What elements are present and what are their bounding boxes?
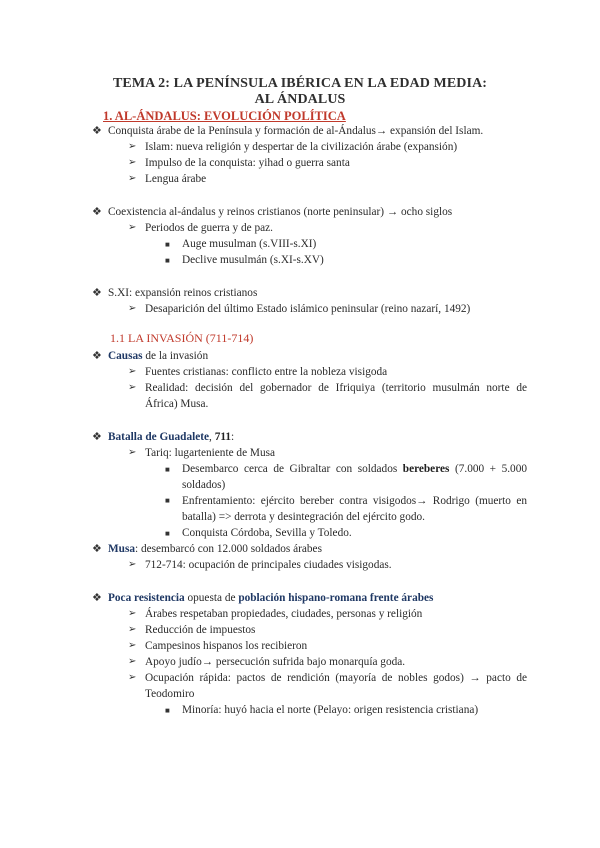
list-item: Apoyo judío→ persecución sufrida bajo monarquía goda. (145, 656, 406, 668)
document-title-line1: TEMA 2: LA PENÍNSULA IBÉRICA EN LA EDAD MEDIA: (112, 76, 488, 91)
list-item-text: (7.000 + 5.000 soldados) (182, 463, 527, 491)
document-title-line2: AL ÁNDALUS (254, 92, 346, 107)
list-item: Campesinos hispanos los recibieron (145, 640, 308, 652)
list-item: Conquista Córdoba, Sevilla y Toledo. (182, 527, 352, 539)
keyword-causas: Causas (108, 350, 143, 362)
diamond-bullet-icon: ❖ (92, 350, 102, 362)
list-item-text: : desembarcó con 12.000 soldados árabes (135, 543, 322, 555)
arrowhead-bullet-icon: ➢ (128, 157, 137, 168)
list-item (108, 590, 433, 606)
list-item: Fuentes cristianas: conflicto entre la nobleza visigoda (145, 366, 388, 378)
arrowhead-bullet-icon: ➢ (128, 303, 137, 314)
list-item: Ocupación rápida: pactos de rendición (mayoría de nobles godos) → pacto de Teodomiro (145, 672, 527, 700)
arrowhead-bullet-icon: ➢ (128, 141, 137, 152)
square-bullet-icon: ■ (165, 240, 170, 249)
keyword-poca-resistencia: Poca resistencia (108, 592, 185, 604)
list-item-text: : (231, 431, 235, 443)
list-item: Realidad: decisión del gobernador de Ifriquiya (territorio musulmán norte de África) Musa. (145, 382, 527, 410)
square-bullet-icon: ■ (165, 496, 170, 505)
list-item: Islam: nueva religión y despertar de la civilización árabe (expansión) (145, 141, 458, 153)
list-item: 712-714: ocupación de principales ciudades visigodas. (145, 559, 392, 571)
list-item: Coexistencia al-ándalus y reinos cristianos (norte peninsular) → ocho siglos (108, 206, 453, 218)
list-item (108, 429, 234, 445)
arrowhead-bullet-icon: ➢ (128, 672, 137, 683)
list-item-text: opuesta de (184, 592, 239, 604)
diamond-bullet-icon: ❖ (92, 592, 102, 604)
arrowhead-bullet-icon: ➢ (128, 624, 137, 635)
arrowhead-bullet-icon: ➢ (128, 173, 137, 184)
keyword-bereberes: bereberes (402, 463, 450, 475)
keyword-poblacion: población hispano-romana frente árabes (238, 592, 434, 604)
list-item: Minoría: huyó hacia el norte (Pelayo: origen resistencia cristiana) (182, 704, 479, 716)
arrowhead-bullet-icon: ➢ (128, 640, 137, 651)
list-item: Impulso de la conquista: yihad o guerra santa (145, 157, 350, 169)
diamond-bullet-icon: ❖ (92, 431, 102, 443)
diamond-bullet-icon: ❖ (92, 543, 102, 555)
arrowhead-bullet-icon: ➢ (128, 366, 137, 377)
list-item: Auge musulman (s.VIII-s.XI) (182, 238, 317, 250)
arrowhead-bullet-icon: ➢ (128, 559, 137, 570)
list-item: Tariq: lugarteniente de Musa (145, 447, 276, 459)
arrowhead-bullet-icon: ➢ (128, 608, 137, 619)
list-item: Conquista árabe de la Península y formación de al-Ándalus→ expansión del Islam. (108, 125, 484, 137)
list-item (182, 461, 527, 493)
list-item: Declive musulmán (s.XI-s.XV) (182, 254, 324, 266)
list-item (108, 541, 322, 557)
section-heading: 1. AL-ÁNDALUS: EVOLUCIÓN POLÍTICA (103, 109, 346, 123)
keyword-batalla: Batalla de Guadalete (108, 431, 210, 443)
square-bullet-icon: ■ (165, 529, 170, 538)
list-item: Periodos de guerra y de paz. (145, 222, 273, 234)
square-bullet-icon: ■ (165, 465, 170, 474)
list-item: Desaparición del último Estado islámico peninsular (reino nazarí, 1492) (145, 303, 471, 315)
arrowhead-bullet-icon: ➢ (128, 382, 137, 393)
arrowhead-bullet-icon: ➢ (128, 656, 137, 667)
square-bullet-icon: ■ (165, 256, 170, 265)
list-item: Lengua árabe (145, 173, 207, 185)
list-item-text: Desembarco cerca de Gibraltar con soldados (182, 463, 403, 475)
square-bullet-icon: ■ (165, 706, 170, 715)
arrowhead-bullet-icon: ➢ (128, 447, 137, 458)
diamond-bullet-icon: ❖ (92, 206, 102, 218)
list-item: Árabes respetaban propiedades, ciudades, personas y religión (145, 608, 423, 620)
list-item-text: , (209, 431, 215, 443)
keyword-year: 711 (214, 431, 232, 443)
list-item-text: de la invasión (142, 350, 209, 362)
diamond-bullet-icon: ❖ (92, 125, 102, 137)
subsection-heading: 1.1 LA INVASIÓN (711-714) (110, 331, 254, 345)
list-item (108, 348, 208, 364)
list-item: S.XI: expansión reinos cristianos (108, 287, 258, 299)
keyword-musa: Musa (108, 543, 135, 555)
arrowhead-bullet-icon: ➢ (128, 222, 137, 233)
list-item: Enfrentamiento: ejército bereber contra visigodos→ Rodrigo (muerto en batalla) => derrota y desintegración del ejército godo. (182, 495, 527, 523)
list-item: Reducción de impuestos (145, 624, 256, 636)
diamond-bullet-icon: ❖ (92, 287, 102, 299)
